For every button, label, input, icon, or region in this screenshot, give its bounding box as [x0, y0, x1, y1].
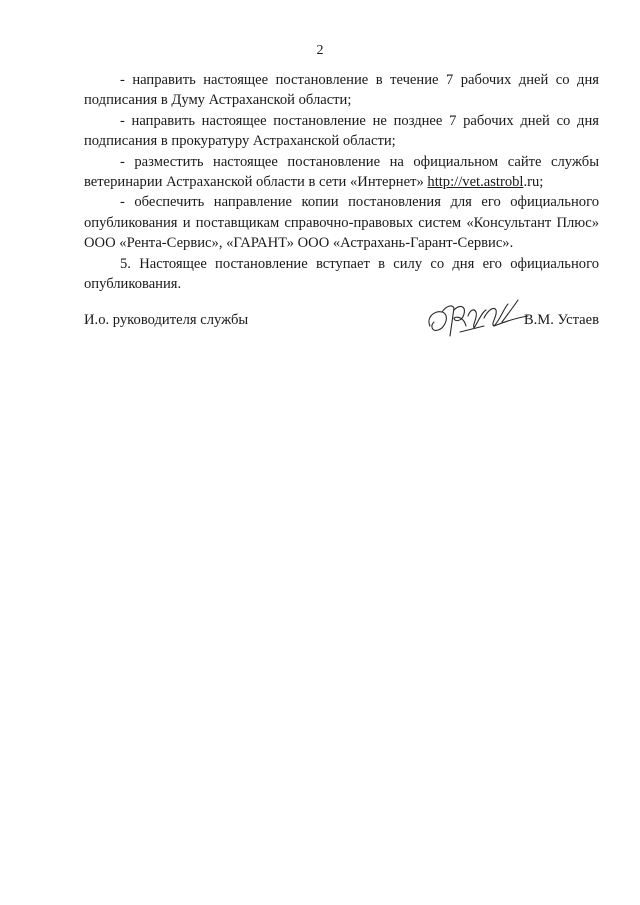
paragraph-publish-on-website: [84, 152, 599, 193]
signatory-name: В.М. Устаев: [523, 312, 599, 328]
page-number: 2: [316, 43, 324, 58]
signatory-title: И.о. руководителя службы: [84, 312, 249, 328]
paragraph-send-copies: - обеспечить направление копии постановления для его официального опубликования и поставщикам справочно-правовых систем «Консультант Плюс» ООО «Рента-Сервис», «ГАРАНТ» ООО «Астрахань-Гарант-Сервис».: [84, 194, 599, 252]
paragraph-publish-tail: .ru;: [523, 174, 544, 191]
paragraph-send-to-prosecutor: - направить настоящее постановление не позднее 7 рабочих дней со дня подписания в прокуратуру Астраханской области;: [84, 112, 599, 150]
document-body: [84, 70, 599, 294]
signature-block: [84, 296, 599, 346]
handwritten-signature: [424, 296, 534, 342]
paragraph-send-to-duma: - направить настоящее постановление в течение 7 рабочих дней со дня подписания в Думу Астраханской области;: [84, 72, 599, 109]
website-link[interactable]: http://vet.astrobl: [427, 174, 524, 191]
paragraph-effective-date: 5. Настоящее постановление вступает в силу со дня его официального опубликования.: [84, 255, 599, 293]
paragraph-publish-text: - разместить настоящее постановление на официальном сайте службы ветеринарии Астраханской области в сети «Интернет»: [84, 153, 599, 191]
